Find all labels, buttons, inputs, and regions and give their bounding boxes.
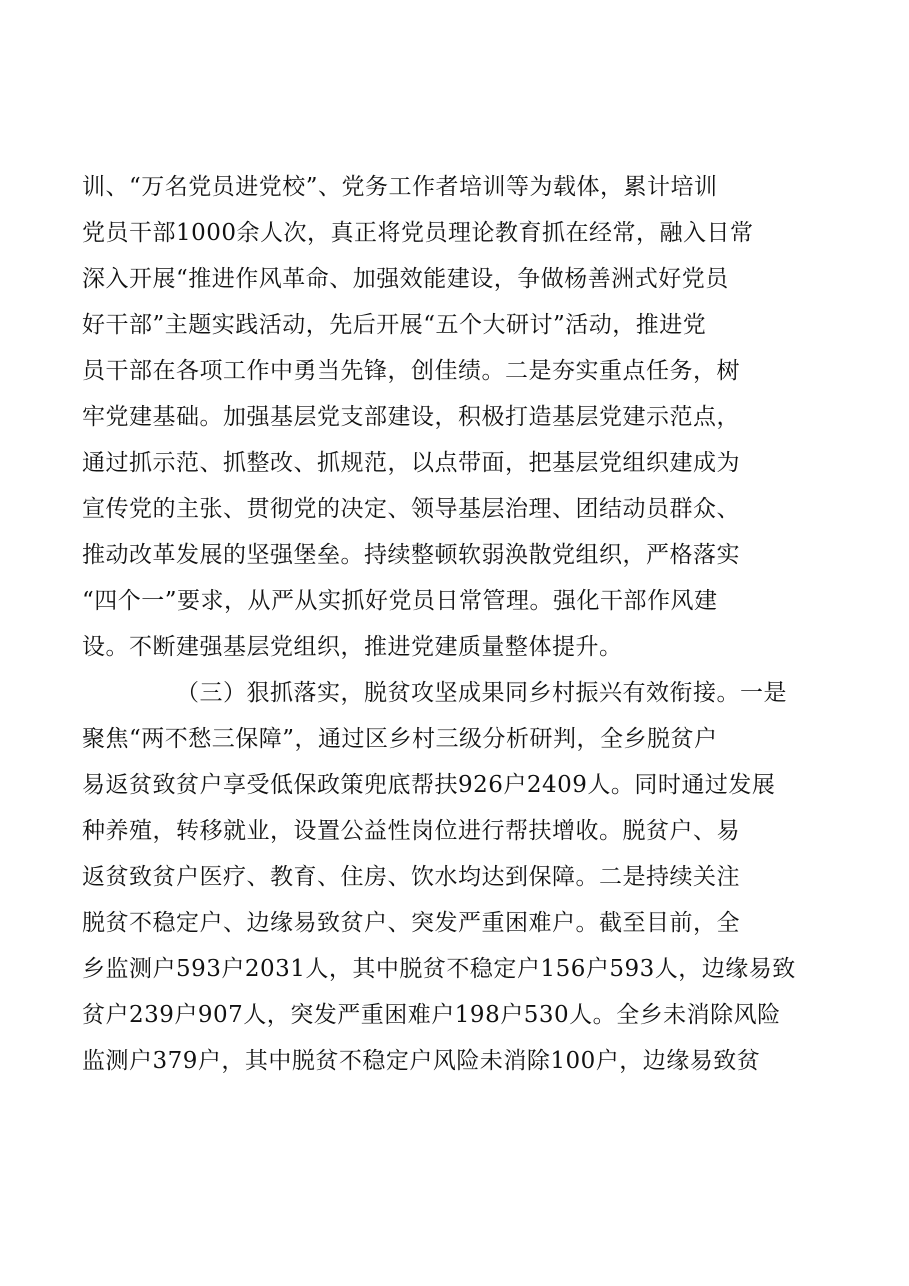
- text-line: 深入开展“推进作风革命、加强效能建设，争做杨善洲式好党员: [82, 266, 729, 292]
- text-line: 贫户239户907人，突发严重困难户198户530人。全乡未消除风险: [82, 1002, 781, 1028]
- text-line: 推动改革发展的坚强堡垒。持续整顿软弱涣散党组织，严格落实: [82, 542, 740, 568]
- text-line: 牢党建基础。加强基层党支部建设，积极打造基层党建示范点，: [82, 404, 740, 430]
- text-line: 聚焦“两不愁三保障”，通过区乡村三级分析研判，全乡脱贫户: [82, 726, 718, 752]
- text-line: 监测户379户，其中脱贫不稳定户风险未消除100户，边缘易致贫: [82, 1048, 761, 1074]
- text-line: 返贫致贫户医疗、教育、住房、饮水均达到保障。二是持续关注: [82, 864, 740, 890]
- text-line: 设。不断建强基层党组织，推进党建质量整体提升。: [82, 634, 623, 660]
- text-line: 种养殖，转移就业，设置公益性岗位进行帮扶增收。脱贫户、易: [82, 818, 740, 844]
- text-line: 好干部”主题实践活动，先后开展“五个大研讨”活动，推进党: [82, 312, 707, 338]
- text-line: 员干部在各项工作中勇当先锋，创佳绩。二是夯实重点任务，树: [82, 358, 740, 384]
- text-line: 乡监测户593户2031人，其中脱贫不稳定户156户593人，边缘易致: [82, 956, 796, 982]
- text-line: 易返贫致贫户享受低保政策兜底帮扶926户2409人。同时通过发展: [82, 772, 776, 798]
- text-line: “四个一”要求，从严从实抓好党员日常管理。强化干部作风建: [82, 588, 718, 614]
- text-line: 党员干部1000余人次，真正将党员理论教育抓在经常，融入日常: [82, 220, 754, 246]
- text-line: 训、“万名党员进党校”、党务工作者培训等为载体，累计培训: [82, 174, 718, 200]
- paragraph-first-line: （三）狠抓落实，脱贫攻坚成果同乡村振兴有效衔接。一是: [176, 680, 787, 706]
- text-line: 宣传党的主张、贯彻党的决定、领导基层治理、团结动员群众、: [82, 496, 740, 522]
- text-line: 脱贫不稳定户、边缘易致贫户、突发严重困难户。截至目前，全: [82, 910, 740, 936]
- document-body: [82, 164, 822, 1084]
- text-line: 通过抓示范、抓整改、抓规范，以点带面，把基层党组织建成为: [82, 450, 740, 476]
